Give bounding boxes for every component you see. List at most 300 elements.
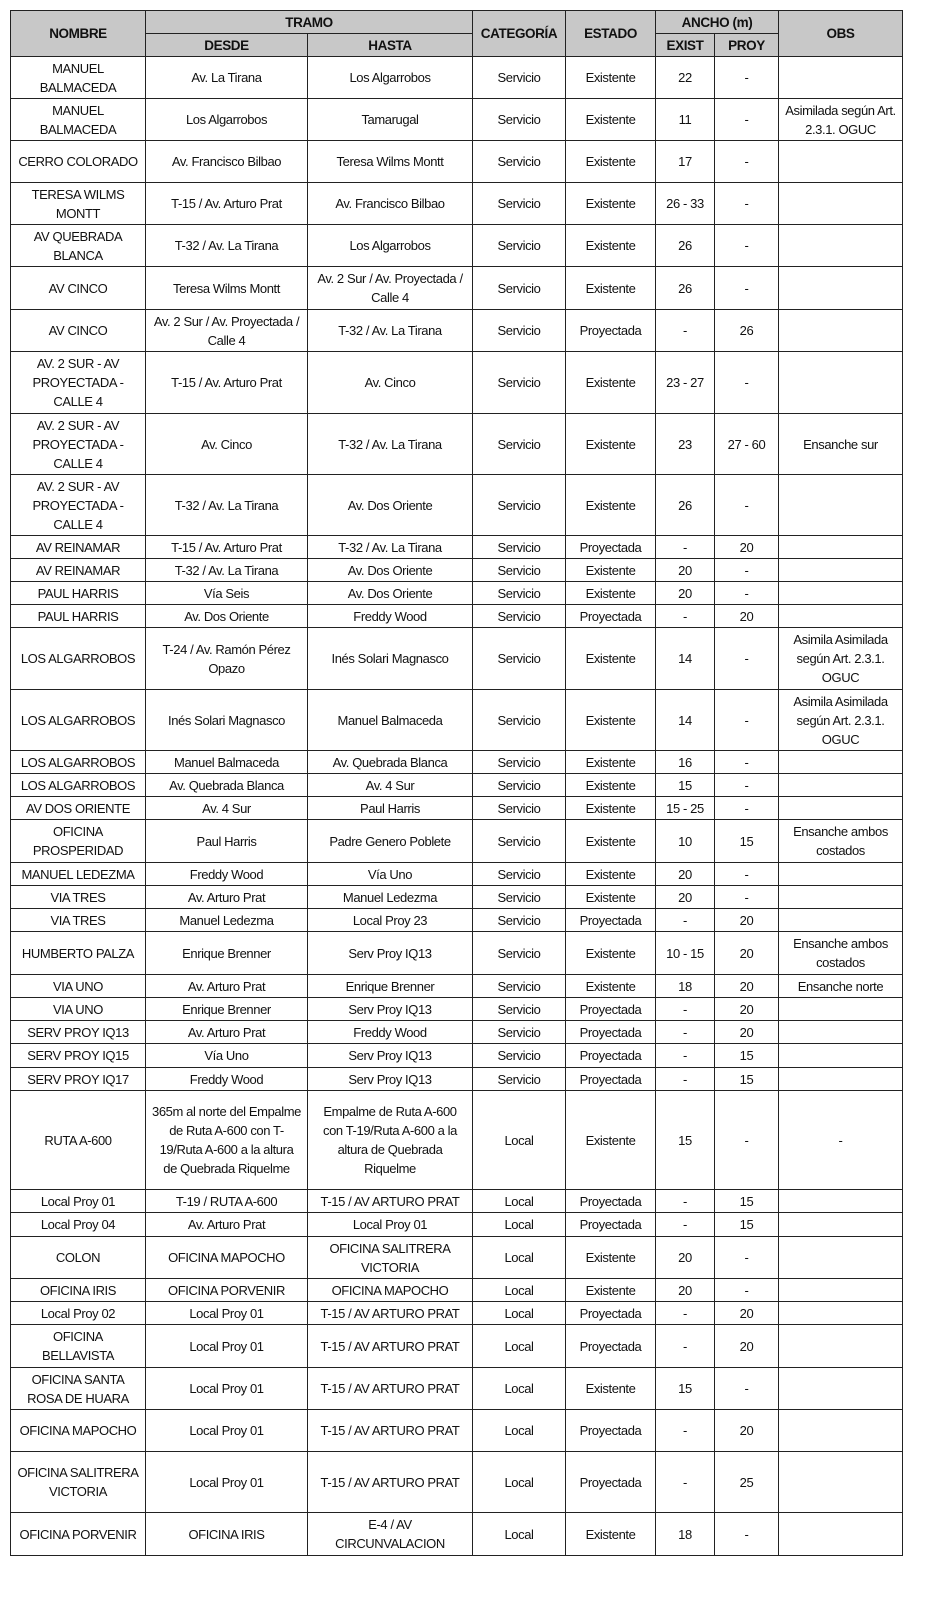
cell-estado: Existente xyxy=(566,352,656,414)
cell-obs xyxy=(779,310,903,352)
cell-hasta: Manuel Ledezma xyxy=(308,886,473,909)
header-ancho: ANCHO (m) xyxy=(656,11,779,34)
cell-estado: Existente xyxy=(566,582,656,605)
cell-categoria: Local xyxy=(473,1237,566,1279)
cell-ancho-exist: - xyxy=(656,1044,715,1068)
cell-desde: Av. Arturo Prat xyxy=(146,975,308,998)
cell-obs: Ensanche sur xyxy=(779,414,903,475)
cell-obs xyxy=(779,1044,903,1068)
cell-desde: Av. Dos Oriente xyxy=(146,605,308,628)
cell-hasta: Av. Francisco Bilbao xyxy=(308,183,473,225)
cell-desde: Av. 2 Sur / Av. Proyectada / Calle 4 xyxy=(146,310,308,352)
cell-categoria: Servicio xyxy=(473,863,566,886)
cell-desde: Freddy Wood xyxy=(146,1068,308,1091)
cell-categoria: Local xyxy=(473,1325,566,1368)
cell-nombre: AV CINCO xyxy=(11,267,146,310)
cell-hasta: Av. Cinco xyxy=(308,352,473,414)
cell-nombre: AV DOS ORIENTE xyxy=(11,797,146,820)
cell-nombre: PAUL HARRIS xyxy=(11,582,146,605)
cell-estado: Existente xyxy=(566,225,656,267)
cell-nombre: AV. 2 SUR - AV PROYECTADA - CALLE 4 xyxy=(11,475,146,536)
cell-ancho-exist: - xyxy=(656,1213,715,1237)
cell-ancho-exist: 18 xyxy=(656,975,715,998)
cell-obs xyxy=(779,774,903,797)
cell-categoria: Servicio xyxy=(473,582,566,605)
cell-ancho-proy: 20 xyxy=(715,1325,779,1368)
cell-ancho-exist: 20 xyxy=(656,582,715,605)
cell-estado: Existente xyxy=(566,886,656,909)
header-categoria: CATEGORÍA xyxy=(473,11,566,57)
cell-categoria: Servicio xyxy=(473,141,566,183)
cell-nombre: OFICINA BELLAVISTA xyxy=(11,1325,146,1368)
cell-ancho-exist: - xyxy=(656,1410,715,1452)
cell-ancho-exist: 26 xyxy=(656,225,715,267)
cell-ancho-proy: - xyxy=(715,99,779,141)
cell-ancho-exist: 20 xyxy=(656,886,715,909)
cell-ancho-proy: - xyxy=(715,797,779,820)
cell-estado: Proyectada xyxy=(566,536,656,559)
table-row xyxy=(11,886,903,909)
cell-categoria: Servicio xyxy=(473,998,566,1021)
cell-estado: Proyectada xyxy=(566,1190,656,1213)
cell-nombre: VIA UNO xyxy=(11,998,146,1021)
cell-nombre: SERV PROY IQ17 xyxy=(11,1068,146,1091)
cell-estado: Proyectada xyxy=(566,1325,656,1368)
cell-categoria: Local xyxy=(473,1213,566,1237)
cell-ancho-exist: 15 - 25 xyxy=(656,797,715,820)
cell-categoria: Servicio xyxy=(473,310,566,352)
cell-categoria: Local xyxy=(473,1279,566,1302)
table-row xyxy=(11,57,903,99)
cell-estado: Proyectada xyxy=(566,1302,656,1325)
cell-obs xyxy=(779,1279,903,1302)
cell-ancho-exist: 26 xyxy=(656,267,715,310)
table-row xyxy=(11,932,903,975)
cell-obs: Asimilada según Art. 2.3.1. OGUC xyxy=(779,99,903,141)
cell-desde: Local Proy 01 xyxy=(146,1325,308,1368)
table-row xyxy=(11,267,903,310)
cell-obs xyxy=(779,1068,903,1091)
cell-estado: Existente xyxy=(566,774,656,797)
cell-categoria: Servicio xyxy=(473,886,566,909)
cell-ancho-exist: - xyxy=(656,998,715,1021)
cell-ancho-exist: 20 xyxy=(656,1237,715,1279)
cell-desde: Enrique Brenner xyxy=(146,998,308,1021)
table-row xyxy=(11,628,903,690)
cell-nombre: MANUEL BALMACEDA xyxy=(11,99,146,141)
cell-categoria: Servicio xyxy=(473,751,566,774)
header-nombre: NOMBRE xyxy=(11,11,146,57)
cell-desde: Teresa Wilms Montt xyxy=(146,267,308,310)
cell-ancho-proy: 15 xyxy=(715,1190,779,1213)
cell-ancho-proy: 20 xyxy=(715,998,779,1021)
cell-nombre: LOS ALGARROBOS xyxy=(11,774,146,797)
cell-obs xyxy=(779,998,903,1021)
cell-categoria: Servicio xyxy=(473,536,566,559)
cell-ancho-exist: - xyxy=(656,1190,715,1213)
cell-desde: T-15 / Av. Arturo Prat xyxy=(146,352,308,414)
cell-obs xyxy=(779,1021,903,1044)
cell-estado: Proyectada xyxy=(566,1452,656,1513)
cell-nombre: OFICINA MAPOCHO xyxy=(11,1410,146,1452)
cell-nombre: LOS ALGARROBOS xyxy=(11,690,146,751)
cell-hasta: Av. Dos Oriente xyxy=(308,582,473,605)
cell-estado: Existente xyxy=(566,1237,656,1279)
cell-obs xyxy=(779,863,903,886)
header-hasta: HASTA xyxy=(308,34,473,57)
cell-estado: Proyectada xyxy=(566,605,656,628)
cell-desde: T-15 / Av. Arturo Prat xyxy=(146,183,308,225)
cell-nombre: AV REINAMAR xyxy=(11,536,146,559)
cell-hasta: T-32 / Av. La Tirana xyxy=(308,536,473,559)
cell-ancho-proy: - xyxy=(715,57,779,99)
cell-ancho-proy: - xyxy=(715,1237,779,1279)
cell-ancho-exist: - xyxy=(656,605,715,628)
table-row xyxy=(11,559,903,582)
cell-desde: T-32 / Av. La Tirana xyxy=(146,475,308,536)
cell-hasta: T-15 / AV ARTURO PRAT xyxy=(308,1190,473,1213)
cell-ancho-proy: - xyxy=(715,352,779,414)
cell-desde: T-32 / Av. La Tirana xyxy=(146,559,308,582)
cell-nombre: VIA TRES xyxy=(11,886,146,909)
vialidad-table xyxy=(10,10,903,1556)
cell-categoria: Servicio xyxy=(473,559,566,582)
cell-categoria: Local xyxy=(473,1410,566,1452)
cell-ancho-exist: 20 xyxy=(656,1279,715,1302)
cell-ancho-proy: - xyxy=(715,183,779,225)
cell-desde: Local Proy 01 xyxy=(146,1368,308,1410)
cell-ancho-exist: 15 xyxy=(656,1368,715,1410)
cell-ancho-exist: 14 xyxy=(656,628,715,690)
cell-estado: Existente xyxy=(566,1279,656,1302)
cell-hasta: Serv Proy IQ13 xyxy=(308,932,473,975)
cell-estado: Existente xyxy=(566,628,656,690)
table-row xyxy=(11,797,903,820)
cell-ancho-exist: 15 xyxy=(656,1091,715,1190)
cell-hasta: OFICINA SALITRERA VICTORIA xyxy=(308,1237,473,1279)
cell-categoria: Servicio xyxy=(473,1044,566,1068)
cell-nombre: TERESA WILMS MONTT xyxy=(11,183,146,225)
cell-desde: T-15 / Av. Arturo Prat xyxy=(146,536,308,559)
cell-nombre: VIA UNO xyxy=(11,975,146,998)
cell-desde: Inés Solari Magnasco xyxy=(146,690,308,751)
cell-nombre: AV QUEBRADA BLANCA xyxy=(11,225,146,267)
table-row xyxy=(11,1190,903,1213)
cell-hasta: Av. 4 Sur xyxy=(308,774,473,797)
cell-estado: Existente xyxy=(566,57,656,99)
cell-obs xyxy=(779,352,903,414)
cell-obs xyxy=(779,536,903,559)
cell-desde: Av. 4 Sur xyxy=(146,797,308,820)
cell-hasta: T-15 / AV ARTURO PRAT xyxy=(308,1302,473,1325)
cell-ancho-proy: - xyxy=(715,267,779,310)
table-row xyxy=(11,774,903,797)
cell-obs xyxy=(779,1513,903,1556)
table-row xyxy=(11,863,903,886)
cell-nombre: RUTA A-600 xyxy=(11,1091,146,1190)
cell-nombre: OFICINA PORVENIR xyxy=(11,1513,146,1556)
cell-nombre: LOS ALGARROBOS xyxy=(11,628,146,690)
cell-estado: Existente xyxy=(566,975,656,998)
cell-ancho-proy: - xyxy=(715,751,779,774)
cell-estado: Existente xyxy=(566,475,656,536)
cell-estado: Existente xyxy=(566,932,656,975)
header-tramo: TRAMO xyxy=(146,11,473,34)
cell-ancho-exist: 16 xyxy=(656,751,715,774)
cell-ancho-proy: - xyxy=(715,774,779,797)
cell-desde: Av. La Tirana xyxy=(146,57,308,99)
table-row xyxy=(11,352,903,414)
cell-obs xyxy=(779,909,903,932)
cell-hasta: Serv Proy IQ13 xyxy=(308,1068,473,1091)
cell-estado: Existente xyxy=(566,141,656,183)
cell-obs xyxy=(779,1410,903,1452)
cell-obs: Ensanche ambos costados xyxy=(779,820,903,863)
cell-hasta: Manuel Balmaceda xyxy=(308,690,473,751)
cell-ancho-exist: - xyxy=(656,909,715,932)
cell-hasta: Freddy Wood xyxy=(308,1021,473,1044)
table-row xyxy=(11,1213,903,1237)
cell-obs xyxy=(779,559,903,582)
cell-estado: Existente xyxy=(566,414,656,475)
cell-nombre: AV REINAMAR xyxy=(11,559,146,582)
cell-desde: T-32 / Av. La Tirana xyxy=(146,225,308,267)
table-row xyxy=(11,820,903,863)
cell-categoria: Servicio xyxy=(473,57,566,99)
cell-nombre: HUMBERTO PALZA xyxy=(11,932,146,975)
cell-obs xyxy=(779,751,903,774)
cell-ancho-exist: 10 - 15 xyxy=(656,932,715,975)
cell-desde: Paul Harris xyxy=(146,820,308,863)
cell-ancho-exist: 15 xyxy=(656,774,715,797)
cell-nombre: Local Proy 01 xyxy=(11,1190,146,1213)
table-row xyxy=(11,1513,903,1556)
table-row xyxy=(11,1302,903,1325)
cell-hasta: Av. Dos Oriente xyxy=(308,475,473,536)
cell-obs xyxy=(779,225,903,267)
cell-nombre: SERV PROY IQ13 xyxy=(11,1021,146,1044)
cell-hasta: Av. Dos Oriente xyxy=(308,559,473,582)
cell-hasta: Los Algarrobos xyxy=(308,225,473,267)
cell-desde: Freddy Wood xyxy=(146,863,308,886)
cell-categoria: Servicio xyxy=(473,690,566,751)
cell-obs xyxy=(779,605,903,628)
cell-ancho-exist: - xyxy=(656,1068,715,1091)
cell-nombre: OFICINA SALITRERA VICTORIA xyxy=(11,1452,146,1513)
cell-hasta: Av. Quebrada Blanca xyxy=(308,751,473,774)
cell-ancho-proy: 20 xyxy=(715,605,779,628)
cell-ancho-proy: 15 xyxy=(715,1213,779,1237)
cell-estado: Existente xyxy=(566,183,656,225)
cell-nombre: OFICINA IRIS xyxy=(11,1279,146,1302)
table-row xyxy=(11,536,903,559)
cell-nombre: CERRO COLORADO xyxy=(11,141,146,183)
cell-desde: Av. Cinco xyxy=(146,414,308,475)
cell-categoria: Servicio xyxy=(473,1021,566,1044)
cell-obs: Asimila Asimilada según Art. 2.3.1. OGUC xyxy=(779,628,903,690)
cell-obs xyxy=(779,1213,903,1237)
cell-ancho-exist: - xyxy=(656,536,715,559)
cell-ancho-proy: - xyxy=(715,886,779,909)
cell-ancho-exist: 20 xyxy=(656,559,715,582)
cell-obs: Ensanche ambos costados xyxy=(779,932,903,975)
cell-ancho-proy: 20 xyxy=(715,1021,779,1044)
table-row xyxy=(11,1410,903,1452)
cell-ancho-proy: 25 xyxy=(715,1452,779,1513)
cell-hasta: Freddy Wood xyxy=(308,605,473,628)
table-row xyxy=(11,690,903,751)
cell-hasta: Serv Proy IQ13 xyxy=(308,998,473,1021)
cell-ancho-exist: 26 - 33 xyxy=(656,183,715,225)
table-row xyxy=(11,1021,903,1044)
cell-ancho-exist: 26 xyxy=(656,475,715,536)
header-desde: DESDE xyxy=(146,34,308,57)
cell-desde: Local Proy 01 xyxy=(146,1410,308,1452)
cell-ancho-proy: 20 xyxy=(715,1302,779,1325)
table-row xyxy=(11,183,903,225)
header-estado: ESTADO xyxy=(566,11,656,57)
cell-categoria: Servicio xyxy=(473,932,566,975)
cell-nombre: AV CINCO xyxy=(11,310,146,352)
cell-ancho-proy: - xyxy=(715,863,779,886)
cell-obs xyxy=(779,582,903,605)
cell-ancho-proy: 20 xyxy=(715,909,779,932)
cell-ancho-proy: - xyxy=(715,559,779,582)
header-obs: OBS xyxy=(779,11,903,57)
cell-hasta: T-15 / AV ARTURO PRAT xyxy=(308,1452,473,1513)
cell-hasta: T-15 / AV ARTURO PRAT xyxy=(308,1368,473,1410)
cell-ancho-exist: 17 xyxy=(656,141,715,183)
cell-categoria: Local xyxy=(473,1513,566,1556)
cell-ancho-exist: - xyxy=(656,1302,715,1325)
cell-categoria: Servicio xyxy=(473,475,566,536)
cell-categoria: Servicio xyxy=(473,975,566,998)
table-row xyxy=(11,1279,903,1302)
cell-desde: Av. Quebrada Blanca xyxy=(146,774,308,797)
table-row xyxy=(11,1325,903,1368)
cell-obs xyxy=(779,1452,903,1513)
cell-categoria: Servicio xyxy=(473,99,566,141)
cell-nombre: PAUL HARRIS xyxy=(11,605,146,628)
table-row xyxy=(11,310,903,352)
cell-ancho-proy: 20 xyxy=(715,975,779,998)
cell-desde: Av. Arturo Prat xyxy=(146,886,308,909)
cell-ancho-proy: - xyxy=(715,1513,779,1556)
cell-nombre: VIA TRES xyxy=(11,909,146,932)
cell-hasta: T-15 / AV ARTURO PRAT xyxy=(308,1325,473,1368)
cell-ancho-exist: 20 xyxy=(656,863,715,886)
table-row xyxy=(11,225,903,267)
cell-obs xyxy=(779,267,903,310)
cell-ancho-proy: 15 xyxy=(715,1044,779,1068)
cell-obs xyxy=(779,1302,903,1325)
cell-hasta: Inés Solari Magnasco xyxy=(308,628,473,690)
cell-ancho-proy: - xyxy=(715,141,779,183)
cell-obs xyxy=(779,475,903,536)
cell-categoria: Local xyxy=(473,1452,566,1513)
cell-categoria: Servicio xyxy=(473,820,566,863)
header-exist: EXIST xyxy=(656,34,715,57)
table-row xyxy=(11,605,903,628)
cell-ancho-proy: 20 xyxy=(715,536,779,559)
cell-desde: Av. Arturo Prat xyxy=(146,1021,308,1044)
table-row xyxy=(11,975,903,998)
cell-desde: Enrique Brenner xyxy=(146,932,308,975)
cell-ancho-exist: 23 - 27 xyxy=(656,352,715,414)
cell-obs xyxy=(779,1325,903,1368)
cell-hasta: Paul Harris xyxy=(308,797,473,820)
cell-nombre: COLON xyxy=(11,1237,146,1279)
cell-desde: OFICINA PORVENIR xyxy=(146,1279,308,1302)
cell-estado: Existente xyxy=(566,559,656,582)
cell-ancho-proy: - xyxy=(715,1368,779,1410)
cell-hasta: OFICINA MAPOCHO xyxy=(308,1279,473,1302)
table-row xyxy=(11,998,903,1021)
cell-hasta: Enrique Brenner xyxy=(308,975,473,998)
cell-desde: Av. Arturo Prat xyxy=(146,1213,308,1237)
cell-estado: Proyectada xyxy=(566,1021,656,1044)
table-row xyxy=(11,1452,903,1513)
cell-hasta: Av. 2 Sur / Av. Proyectada / Calle 4 xyxy=(308,267,473,310)
cell-estado: Proyectada xyxy=(566,1068,656,1091)
table-row xyxy=(11,909,903,932)
cell-estado: Existente xyxy=(566,797,656,820)
cell-hasta: T-32 / Av. La Tirana xyxy=(308,310,473,352)
cell-estado: Existente xyxy=(566,751,656,774)
cell-nombre: LOS ALGARROBOS xyxy=(11,751,146,774)
cell-obs: Ensanche norte xyxy=(779,975,903,998)
cell-nombre: OFICINA PROSPERIDAD xyxy=(11,820,146,863)
cell-hasta: Vía Uno xyxy=(308,863,473,886)
cell-hasta: Local Proy 01 xyxy=(308,1213,473,1237)
cell-categoria: Servicio xyxy=(473,267,566,310)
cell-nombre: Local Proy 04 xyxy=(11,1213,146,1237)
cell-desde: OFICINA IRIS xyxy=(146,1513,308,1556)
cell-categoria: Local xyxy=(473,1368,566,1410)
table-row xyxy=(11,1044,903,1068)
cell-desde: Local Proy 01 xyxy=(146,1302,308,1325)
cell-categoria: Servicio xyxy=(473,605,566,628)
cell-ancho-exist: - xyxy=(656,1325,715,1368)
cell-ancho-proy: 20 xyxy=(715,1410,779,1452)
cell-nombre: MANUEL BALMACEDA xyxy=(11,57,146,99)
table-row xyxy=(11,99,903,141)
cell-estado: Proyectada xyxy=(566,998,656,1021)
cell-desde: Local Proy 01 xyxy=(146,1452,308,1513)
cell-ancho-proy: - xyxy=(715,475,779,536)
cell-ancho-exist: - xyxy=(656,310,715,352)
cell-obs xyxy=(779,1237,903,1279)
cell-estado: Existente xyxy=(566,1091,656,1190)
cell-desde: Vía Seis xyxy=(146,582,308,605)
cell-ancho-proy: - xyxy=(715,690,779,751)
cell-ancho-exist: 18 xyxy=(656,1513,715,1556)
cell-nombre: MANUEL LEDEZMA xyxy=(11,863,146,886)
cell-estado: Existente xyxy=(566,99,656,141)
cell-categoria: Servicio xyxy=(473,1068,566,1091)
cell-ancho-proy: - xyxy=(715,582,779,605)
cell-ancho-proy: - xyxy=(715,628,779,690)
cell-ancho-proy: - xyxy=(715,1091,779,1190)
cell-categoria: Servicio xyxy=(473,225,566,267)
cell-nombre: Local Proy 02 xyxy=(11,1302,146,1325)
table-row xyxy=(11,582,903,605)
cell-categoria: Servicio xyxy=(473,774,566,797)
cell-estado: Existente xyxy=(566,1513,656,1556)
cell-ancho-proy: 26 xyxy=(715,310,779,352)
cell-nombre: AV. 2 SUR - AV PROYECTADA - CALLE 4 xyxy=(11,352,146,414)
cell-obs: - xyxy=(779,1091,903,1190)
